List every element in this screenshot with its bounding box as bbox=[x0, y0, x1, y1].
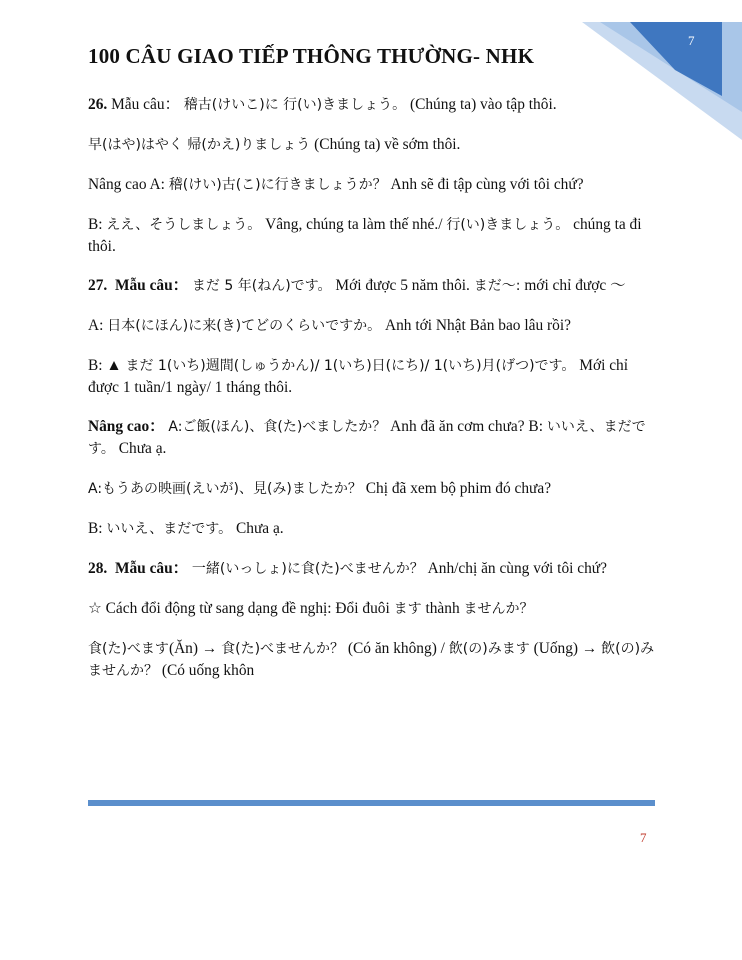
sentence-26 bbox=[88, 94, 658, 116]
vietnamese-text: Chị đã xem bộ phim đó chưa? bbox=[365, 480, 552, 497]
item-label: Mẫu câu： bbox=[114, 277, 189, 294]
sentence-27-question bbox=[88, 315, 658, 337]
japanese-text: 稽古(けいこ)に 行(い)きましょう。 bbox=[183, 97, 407, 113]
sentence-27 bbox=[88, 275, 658, 297]
footer-divider bbox=[88, 800, 655, 806]
japanese-text: ええ、そうしましょう。 bbox=[106, 217, 262, 233]
vietnamese-text: (Uống) → bbox=[533, 640, 598, 657]
japanese-text: 行(い)きましょう。 bbox=[446, 217, 570, 233]
japanese-text: 早(はや)はやく 帰(かえ)りましょう bbox=[88, 137, 311, 153]
vietnamese-text: Mới được 5 năm thôi. bbox=[335, 277, 470, 294]
japanese-text: 食(た)べませんか？ bbox=[221, 641, 345, 657]
vietnamese-text: Chưa ạ. bbox=[118, 440, 167, 457]
vietnamese-text: Chưa ạ. bbox=[236, 520, 284, 537]
sentence-26-advanced bbox=[88, 174, 658, 196]
japanese-text: まだ～: bbox=[473, 278, 521, 294]
item-number: 26. bbox=[88, 96, 108, 113]
document-title: 100 CÂU GIAO TIẾP THÔNG THƯỜNG- NHK bbox=[88, 44, 535, 68]
sentence-27-movie bbox=[88, 478, 658, 500]
vietnamese-text: Anh sẽ đi tập cùng với tôi chứ? bbox=[390, 176, 584, 193]
vietnamese-text: chúng ta đi thôi. bbox=[88, 216, 642, 255]
speaker-prefix: B: bbox=[88, 520, 103, 537]
vietnamese-text: Cách đổi động từ sang dạng đề nghị: Đổi đuôi bbox=[105, 600, 390, 617]
item-label: Mẫu câu： bbox=[111, 96, 180, 113]
sentence-28-examples bbox=[88, 638, 658, 682]
sentence-26-example bbox=[88, 134, 658, 156]
japanese-text: 一緒(いっしょ)に食(た)べませんか？ bbox=[191, 561, 424, 577]
vietnamese-text: (Chúng ta) vào tập thôi. bbox=[409, 96, 557, 113]
japanese-text: 食(た)べます bbox=[88, 641, 169, 657]
speaker-prefix: A: bbox=[88, 317, 104, 334]
vietnamese-text: (Có uống khôn bbox=[161, 662, 255, 679]
header-page-number: 7 bbox=[688, 33, 695, 48]
vietnamese-text: (Ăn) → bbox=[168, 640, 218, 657]
speaker-prefix: B: ▲ bbox=[88, 357, 122, 374]
sentence-26-reply bbox=[88, 214, 658, 257]
vietnamese-text: Anh/chị ăn cùng với tôi chứ? bbox=[427, 560, 607, 577]
item-label: Mẫu câu： bbox=[114, 560, 189, 577]
item-number: 27. bbox=[88, 277, 108, 294]
vietnamese-text: Anh tới Nhật Bản bao lâu rồi? bbox=[384, 317, 571, 334]
advanced-label: Nâng cao： bbox=[88, 418, 165, 435]
vietnamese-text: (Chúng ta) về sớm thôi. bbox=[314, 136, 461, 153]
japanese-text: 飲(の)みませんか？ bbox=[88, 641, 655, 679]
vietnamese-text: Anh đã ăn cơm chưa? B: bbox=[390, 418, 543, 435]
japanese-text: 日本(にほん)に来(き)てどのくらいですか。 bbox=[107, 318, 382, 334]
sentence-28 bbox=[88, 558, 658, 580]
vietnamese-text: thành bbox=[425, 600, 460, 617]
advanced-prefix: Nâng cao A: bbox=[88, 176, 165, 193]
sentence-27-answer bbox=[88, 355, 658, 398]
sentence-27-advanced bbox=[88, 416, 658, 460]
japanese-text: ます bbox=[393, 601, 422, 617]
japanese-text: A:ご飯(ほん)、食(た)べましたか？ bbox=[168, 419, 387, 435]
japanese-text: 飲(の)みます bbox=[448, 641, 530, 657]
vietnamese-text: (Có ăn không) / bbox=[347, 640, 445, 657]
japanese-text: ませんか？ bbox=[463, 601, 534, 617]
item-number: 28. bbox=[88, 560, 108, 577]
star-icon: ☆ bbox=[88, 600, 102, 617]
japanese-text: A:もうあの映画(えいが)、見(み)ましたか？ bbox=[88, 481, 362, 497]
sentence-27-movie-reply bbox=[88, 518, 658, 540]
vietnamese-text: Vâng, chúng ta làm thế nhé./ bbox=[265, 216, 443, 233]
japanese-text: まだ 5 年(ねん)です。 bbox=[191, 278, 332, 294]
footer-page-number: 7 bbox=[640, 830, 647, 845]
japanese-text: いいえ、まだです。 bbox=[88, 419, 646, 457]
sentence-28-rule bbox=[88, 598, 658, 620]
japanese-text: 稽(けい)古(こ)に行きましょうか？ bbox=[168, 177, 387, 193]
japanese-text: いいえ、まだです。 bbox=[106, 521, 233, 537]
document-body bbox=[88, 94, 658, 700]
japanese-text: まだ 1(いち)週間(しゅうかん)/ 1(いち)日(にち)/ 1(いち)月(げつ)です。 bbox=[125, 358, 576, 374]
vietnamese-text: Mới chỉ được 1 tuần/1 ngày/ 1 tháng thôi. bbox=[88, 357, 629, 396]
speaker-prefix: B: bbox=[88, 216, 103, 233]
vietnamese-text: mới chỉ được ～ bbox=[524, 277, 626, 294]
